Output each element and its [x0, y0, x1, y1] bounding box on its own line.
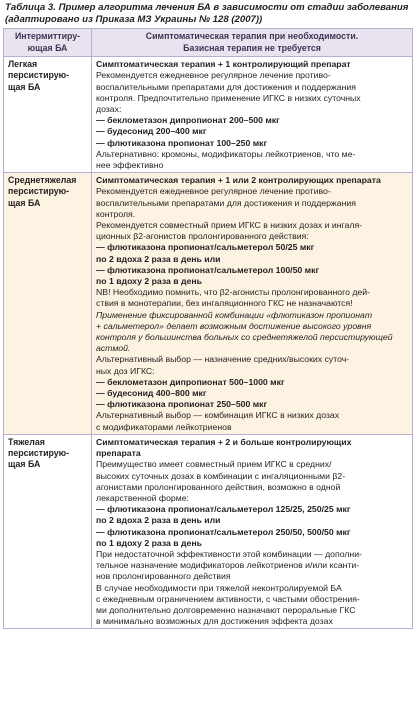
row-mild-persistent: [4, 57, 413, 173]
table-caption: [3, 2, 412, 26]
therapy-line: ных доз ИГКС:: [96, 365, 155, 376]
stage-cell: [4, 434, 92, 628]
therapy-line-bold: — флютиказона пропионат/сальметерол 50/25 мкг: [96, 242, 315, 253]
therapy-line-bold: препарата: [96, 448, 141, 459]
stage-label-line: Среднетяжелая: [8, 175, 77, 186]
therapy-cell: [92, 57, 413, 173]
therapy-line: воспалительными препаратами для достижения и поддержания: [96, 197, 356, 208]
therapy-line: высоких суточных дозах в комбинации с ингаляционными β2-: [96, 470, 346, 481]
therapy-line-bold: Симптоматическая терапия + 1 контролирующий препарат: [96, 59, 351, 70]
therapy-line: тельное назначение модификаторов лейкотриенов и/или ксанти-: [96, 560, 360, 571]
row-moderate-persistent: [4, 173, 413, 435]
therapy-line: контроля. Предпочтительно применение ИГКС в низких суточных: [96, 92, 361, 103]
stage-cell: [4, 173, 92, 435]
stage-label-line: персистирую-: [8, 186, 70, 197]
therapy-line: Применение фиксированной комбинации «флютиказон пропионат: [96, 309, 373, 320]
stage-cell: [4, 57, 92, 173]
therapy-line: Рекомендуется ежедневное регулярное лечение противо-: [96, 70, 331, 81]
stage-label-line: персистирую-: [8, 70, 70, 81]
therapy-line-bold: — флютиказона пропионат/сальметерол 100/50 мкг: [96, 264, 320, 275]
stage-label-line: Тяжелая: [8, 436, 45, 447]
row-severe-persistent: [4, 434, 413, 628]
therapy-line-bold: — флютиказона пропионат/сальметерол 125/25, 250/25 мкг: [96, 504, 351, 515]
therapy-line-bold: — беклометазон дипропионат 500–1000 мкг: [96, 376, 285, 387]
header-stage-line-1: Интермиттиру-: [14, 31, 81, 41]
therapy-line: лекарственной форме:: [96, 492, 189, 503]
stage-label-line: персистирую-: [8, 448, 70, 459]
therapy-line: нов пролонгированного действия: [96, 571, 231, 582]
therapy-line: Альтернативный выбор — назначение средних/высоких суточ-: [96, 354, 350, 365]
therapy-line-bold: по 1 вдоху 2 раза в день: [96, 537, 202, 548]
header-therapy-line-2: Базисная терапия не требуется: [183, 42, 321, 53]
therapy-line: воспалительными препаратами для достижения и поддержания: [96, 81, 356, 92]
stage-label-line: Легкая: [8, 59, 38, 70]
therapy-line: ствия в монотерапии, без ингаляционного ГКС не назначаются!: [96, 298, 353, 309]
header-therapy-cell: [92, 29, 413, 57]
therapy-line: ми дополнительно долговременно назначают пероральные ГКС: [96, 604, 356, 615]
therapy-line: с модификаторами лейкотриенов: [96, 421, 232, 432]
therapy-line-bold: по 2 вдоха 2 раза в день или: [96, 515, 221, 526]
therapy-cell: [92, 434, 413, 628]
therapy-line: контроля у большинства больных со среднетяжелой персистирующей: [96, 332, 393, 343]
header-therapy-line-1: Симптоматическая терапия при необходимости.: [145, 31, 359, 41]
caption-line-2: (адаптировано из Приказа МЗ Украины № 128 (2007)): [5, 14, 263, 25]
therapy-line: NB! Необходимо помнить, что β2-агонисты пролонгированного дей-: [96, 287, 370, 298]
stage-label-line: щая БА: [8, 197, 41, 208]
therapy-line-bold: — будесонид 200–400 мкг: [96, 126, 207, 137]
therapy-line: Рекомендуется ежедневное регулярное лечение противо-: [96, 186, 331, 197]
therapy-line-bold: — флютиказона пропионат 100–250 мкг: [96, 137, 268, 148]
therapy-line: В случае необходимости при тяжелой неконтролируемой БА: [96, 582, 342, 593]
caption-line-1: Таблица 3. Пример алгоритма лечения БА в зависимости от стадии заболевания: [5, 2, 409, 13]
therapy-line: в минимально возможных для достижения эффекта дозах: [96, 616, 333, 627]
therapy-line-bold: — беклометазон дипропионат 200–500 мкг: [96, 115, 280, 126]
header-stage-cell: [4, 29, 92, 57]
stage-label-line: щая БА: [8, 81, 41, 92]
therapy-line: + сальметерол» делает возможным достижение высокого уровня: [96, 320, 372, 331]
therapy-line: Альтернативный выбор — комбинация ИГКС в низких дозах: [96, 410, 340, 421]
therapy-line: Преимущество имеет совместный прием ИГКС в средних/: [96, 459, 332, 470]
therapy-line-bold: — флютиказона пропионат 250–500 мкг: [96, 399, 268, 410]
therapy-line-bold: по 1 вдоху 2 раза в день: [96, 276, 202, 287]
therapy-line: нее эффективно: [96, 160, 164, 171]
table-header-row: [4, 29, 413, 57]
therapy-line: При недостаточной эффективности этой комбинации — дополни-: [96, 548, 362, 559]
therapy-line: Рекомендуется совместный прием ИГКС в низких дозах и ингаля-: [96, 220, 363, 231]
header-stage-line-2: ющая БА: [27, 42, 68, 53]
therapy-line: контроля.: [96, 208, 136, 219]
stage-label-line: щая БА: [8, 459, 41, 470]
therapy-line-bold: по 2 вдоха 2 раза в день или: [96, 253, 221, 264]
therapy-line-bold: Симптоматическая терапия + 1 или 2 контролирующих препарата: [96, 175, 381, 186]
therapy-line-bold: Симптоматическая терапия + 2 и больше контролирующих: [96, 436, 352, 447]
therapy-line: ционных β2-агонистов пролонгированного действия:: [96, 231, 309, 242]
therapy-line: дозах:: [96, 104, 122, 114]
therapy-line: астмой.: [96, 343, 131, 354]
therapy-line-bold: — будесонид 400–800 мкг: [96, 388, 207, 399]
treatment-algorithm-table: [3, 28, 413, 629]
therapy-line-bold: — флютиказона пропионат/сальметерол 250/50, 500/50 мкг: [96, 526, 351, 537]
therapy-line: агонистами пролонгированного действия, возможно в одной: [96, 481, 341, 492]
therapy-cell: [92, 173, 413, 435]
therapy-line: с ежедневным ограничением активности, с частыми обострения-: [96, 593, 360, 604]
therapy-line: Альтернативно: кромоны, модификаторы лейкотриенов, что ме-: [96, 148, 356, 159]
